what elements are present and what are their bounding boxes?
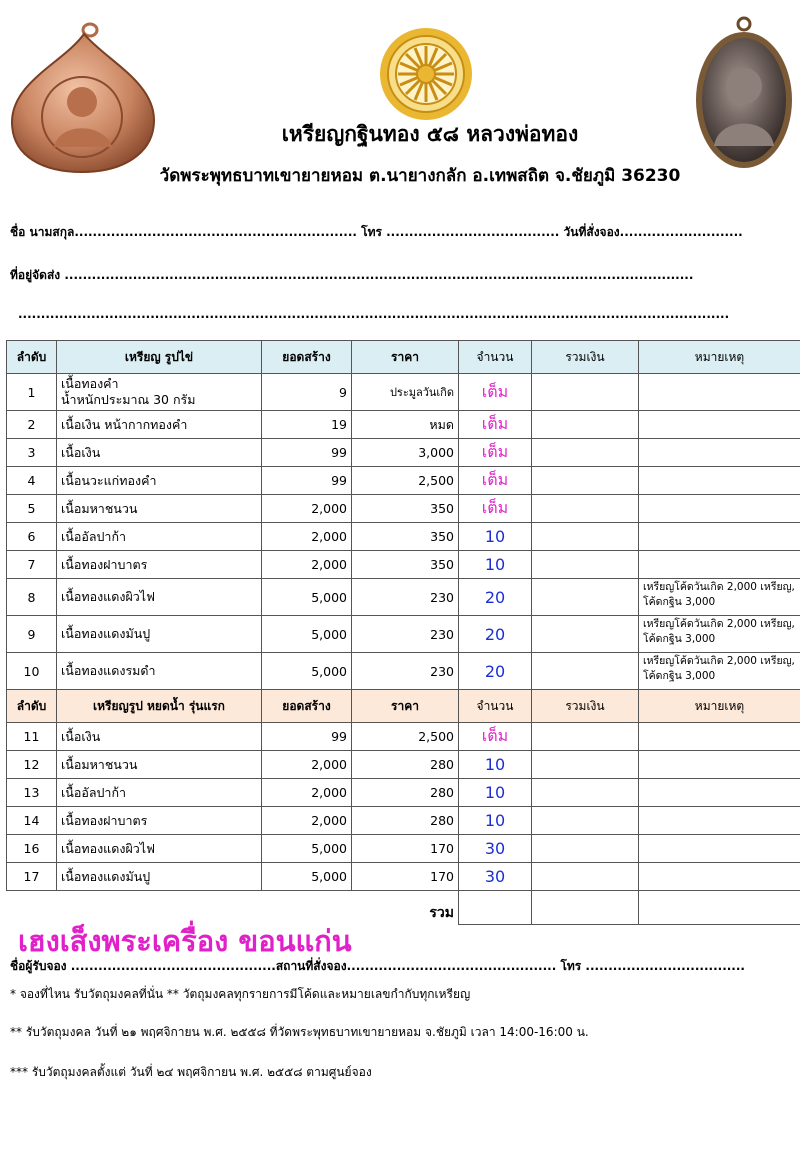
footer-note-1: * จองที่ไหน รับวัตถุมงคลที่นั่น ** วัตถุมงคลทุกรายการมีโค้ดและหมายเลขกำกับทุกเหรียญ <box>10 987 471 1001</box>
made-count: 5,000 <box>262 835 352 863</box>
oval-medal-icon <box>692 16 796 172</box>
table-row <box>7 723 800 751</box>
quantity[interactable]: 20 <box>459 653 532 690</box>
col-header-price: ราคา <box>352 341 459 374</box>
row-number: 12 <box>7 751 57 779</box>
col-header-qty: จำนวน <box>459 690 532 723</box>
sum-cell[interactable] <box>532 467 639 495</box>
note-cell[interactable] <box>639 374 800 411</box>
price: 230 <box>352 616 459 653</box>
shipping-address-field-2[interactable]: ............................................................................................................................................................ <box>18 307 730 321</box>
note-cell[interactable] <box>639 411 800 439</box>
note-cell[interactable] <box>639 467 800 495</box>
table-row <box>7 653 800 690</box>
row-number: 14 <box>7 807 57 835</box>
col-header-qty: จำนวน <box>459 341 532 374</box>
col-header-note: หมายเหตุ <box>639 690 800 723</box>
note-cell[interactable] <box>639 751 800 779</box>
col-header-made: ยอดสร้าง <box>262 341 352 374</box>
table-row <box>7 835 800 863</box>
note-cell[interactable] <box>639 495 800 523</box>
shipping-address-field[interactable]: ที่อยู่จัดส่ง .......................................................................................................................................... <box>10 268 694 282</box>
made-count: 99 <box>262 723 352 751</box>
sum-cell[interactable] <box>532 807 639 835</box>
item-name: เนื้ออัลปาก้า <box>57 779 262 807</box>
quantity[interactable]: เต็ม <box>459 374 532 411</box>
price: 170 <box>352 835 459 863</box>
dharma-wheel-icon <box>378 26 474 122</box>
note-cell[interactable] <box>639 807 800 835</box>
item-name: เนื้อนวะแก่ทองคำ <box>57 467 262 495</box>
row-number: 17 <box>7 863 57 891</box>
item-name-line1: เนื้อทองคำ <box>61 376 119 391</box>
price: 350 <box>352 551 459 579</box>
shop-name: เฮงเส็งพระเครื่อง ขอนแก่น <box>18 924 352 958</box>
made-count: 5,000 <box>262 653 352 690</box>
table-row <box>7 439 800 467</box>
made-count: 5,000 <box>262 579 352 616</box>
row-number: 3 <box>7 439 57 467</box>
col-header-note: หมายเหตุ <box>639 341 800 374</box>
temple-address: วัดพระพุทธบาทเขายายหอม ต.นายางกลัก อ.เทพสถิต จ.ชัยภูมิ 36230 <box>159 166 681 186</box>
note-cell[interactable] <box>639 551 800 579</box>
made-count: 2,000 <box>262 751 352 779</box>
row-number: 6 <box>7 523 57 551</box>
sum-cell[interactable] <box>532 616 639 653</box>
quantity[interactable]: เต็ม <box>459 439 532 467</box>
table-header-teardrop <box>7 690 800 723</box>
teardrop-medal-icon <box>4 22 164 177</box>
row-number: 16 <box>7 835 57 863</box>
item-name: เนื้อทองแดงรมดำ <box>57 653 262 690</box>
quantity[interactable]: 10 <box>459 779 532 807</box>
sum-cell[interactable] <box>532 863 639 891</box>
col-header-item: เหรียญ รูปไข่ <box>57 341 262 374</box>
note-cell[interactable]: เหรียญโค้ดวันเกิด 2,000 เหรียญ, โค้ดกฐิน 3,000 <box>639 653 800 690</box>
row-number: 11 <box>7 723 57 751</box>
quantity[interactable]: เต็ม <box>459 467 532 495</box>
footer-note-3: *** รับวัตถุมงคลตั้งแต่ วันที่ ๒๔ พฤศจิกายน พ.ศ. ๒๕๕๘ ตามศูนย์จอง <box>10 1065 372 1079</box>
price: 350 <box>352 495 459 523</box>
row-number: 2 <box>7 411 57 439</box>
price: 280 <box>352 751 459 779</box>
quantity[interactable]: 10 <box>459 751 532 779</box>
total-note-cell[interactable] <box>639 891 800 925</box>
sum-cell[interactable] <box>532 835 639 863</box>
row-number: 5 <box>7 495 57 523</box>
price: 2,500 <box>352 723 459 751</box>
quantity[interactable]: 20 <box>459 616 532 653</box>
page-title: เหรียญกฐินทอง ๕๘ หลวงพ่อทอง <box>281 122 579 146</box>
table-row <box>7 374 800 411</box>
note-cell[interactable] <box>639 779 800 807</box>
row-number: 4 <box>7 467 57 495</box>
made-count: 2,000 <box>262 807 352 835</box>
footer-note-2: ** รับวัตถุมงคล วันที่ ๒๑ พฤศจิกายน พ.ศ. ๒๕๕๘ ที่วัดพระพุทธบาทเขายายหอม จ.ชัยภูมิ เวลา 14:00-16:00 น. <box>10 1025 589 1039</box>
col-header-no: ลำดับ <box>7 341 57 374</box>
table-row <box>7 863 800 891</box>
sum-cell[interactable] <box>532 551 639 579</box>
item-name: เนื้ออัลปาก้า <box>57 523 262 551</box>
made-count: 99 <box>262 467 352 495</box>
quantity[interactable]: เต็ม <box>459 723 532 751</box>
made-count: 5,000 <box>262 616 352 653</box>
item-name: เนื้อทองแดงมันปู <box>57 616 262 653</box>
total-sum-cell[interactable] <box>532 891 639 925</box>
sum-cell[interactable] <box>532 579 639 616</box>
made-count: 2,000 <box>262 551 352 579</box>
col-header-sum: รวมเงิน <box>532 341 639 374</box>
table-row <box>7 411 800 439</box>
item-name: เนื้อเงิน หน้ากากทองคำ <box>57 411 262 439</box>
quantity[interactable]: เต็ม <box>459 411 532 439</box>
receiver-line[interactable]: ชื่อผู้รับจอง .............................................สถานที่สั่งจอง.............................................. โทร ................................... <box>10 959 745 973</box>
made-count: 2,000 <box>262 495 352 523</box>
col-header-item: เหรียญรูป หยดน้ำ รุ่นแรก <box>57 690 262 723</box>
note-cell[interactable] <box>639 439 800 467</box>
price: 350 <box>352 523 459 551</box>
price: 3,000 <box>352 439 459 467</box>
price: 280 <box>352 807 459 835</box>
quantity[interactable]: 20 <box>459 579 532 616</box>
row-number: 9 <box>7 616 57 653</box>
made-count: 9 <box>262 374 352 411</box>
item-name: เนื้อมหาชนวน <box>57 751 262 779</box>
col-header-made: ยอดสร้าง <box>262 690 352 723</box>
sum-cell[interactable] <box>532 751 639 779</box>
row-number: 10 <box>7 653 57 690</box>
row-number: 1 <box>7 374 57 411</box>
price: 230 <box>352 653 459 690</box>
col-header-price: ราคา <box>352 690 459 723</box>
sum-cell[interactable] <box>532 374 639 411</box>
item-name: เนื้อเงิน <box>57 723 262 751</box>
total-qty-cell[interactable] <box>459 891 532 925</box>
quantity[interactable]: 10 <box>459 807 532 835</box>
quantity[interactable]: 30 <box>459 863 532 891</box>
made-count: 5,000 <box>262 863 352 891</box>
quantity[interactable]: 30 <box>459 835 532 863</box>
note-cell[interactable] <box>639 863 800 891</box>
price: ประมูลวันเกิด <box>352 374 459 411</box>
quantity[interactable]: 10 <box>459 551 532 579</box>
table-row <box>7 751 800 779</box>
price: 230 <box>352 579 459 616</box>
note-cell[interactable] <box>639 523 800 551</box>
note-cell[interactable] <box>639 723 800 751</box>
sum-cell[interactable] <box>532 779 639 807</box>
sum-cell[interactable] <box>532 723 639 751</box>
sum-cell[interactable] <box>532 439 639 467</box>
item-name: เนื้อทองฝาบาตร <box>57 807 262 835</box>
item-name: เนื้อทองแดงมันปู <box>57 863 262 891</box>
name-phone-date-field[interactable]: ชื่อ นามสกุล.............................................................. โทร ...................................... วันที่สั่งจอง........................... <box>10 225 743 239</box>
note-cell[interactable]: เหรียญโค้ดวันเกิด 2,000 เหรียญ, โค้ดกฐิน 3,000 <box>639 616 800 653</box>
item-name: เนื้อทองแดงผิวไฟ <box>57 835 262 863</box>
total-label: รวม <box>429 904 454 921</box>
table-row <box>7 523 800 551</box>
quantity[interactable]: 10 <box>459 523 532 551</box>
quantity[interactable]: เต็ม <box>459 495 532 523</box>
price: หมด <box>352 411 459 439</box>
row-number: 13 <box>7 779 57 807</box>
sum-cell[interactable] <box>532 495 639 523</box>
made-count: 2,000 <box>262 779 352 807</box>
item-name <box>57 374 262 411</box>
col-header-no: ลำดับ <box>7 690 57 723</box>
sum-cell[interactable] <box>532 411 639 439</box>
price: 170 <box>352 863 459 891</box>
item-name: เนื้อมหาชนวน <box>57 495 262 523</box>
item-name-line2: น้ำหนักประมาณ 30 กรัม <box>61 392 196 407</box>
price: 280 <box>352 779 459 807</box>
note-cell[interactable] <box>639 835 800 863</box>
made-count: 19 <box>262 411 352 439</box>
made-count: 99 <box>262 439 352 467</box>
item-name: เนื้อทองฝาบาตร <box>57 551 262 579</box>
table-row <box>7 551 800 579</box>
table-row <box>7 807 800 835</box>
table-header-oval <box>7 341 800 374</box>
table-row <box>7 579 800 616</box>
sum-cell[interactable] <box>532 653 639 690</box>
row-number: 7 <box>7 551 57 579</box>
item-name: เนื้อทองแดงผิวไฟ <box>57 579 262 616</box>
note-cell[interactable]: เหรียญโค้ดวันเกิด 2,000 เหรียญ, โค้ดกฐิน 3,000 <box>639 579 800 616</box>
table-row <box>7 467 800 495</box>
row-number: 8 <box>7 579 57 616</box>
table-row <box>7 779 800 807</box>
item-name: เนื้อเงิน <box>57 439 262 467</box>
table-row <box>7 495 800 523</box>
sum-cell[interactable] <box>532 523 639 551</box>
price: 2,500 <box>352 467 459 495</box>
col-header-sum: รวมเงิน <box>532 690 639 723</box>
made-count: 2,000 <box>262 523 352 551</box>
table-row <box>7 616 800 653</box>
order-table <box>6 340 800 925</box>
